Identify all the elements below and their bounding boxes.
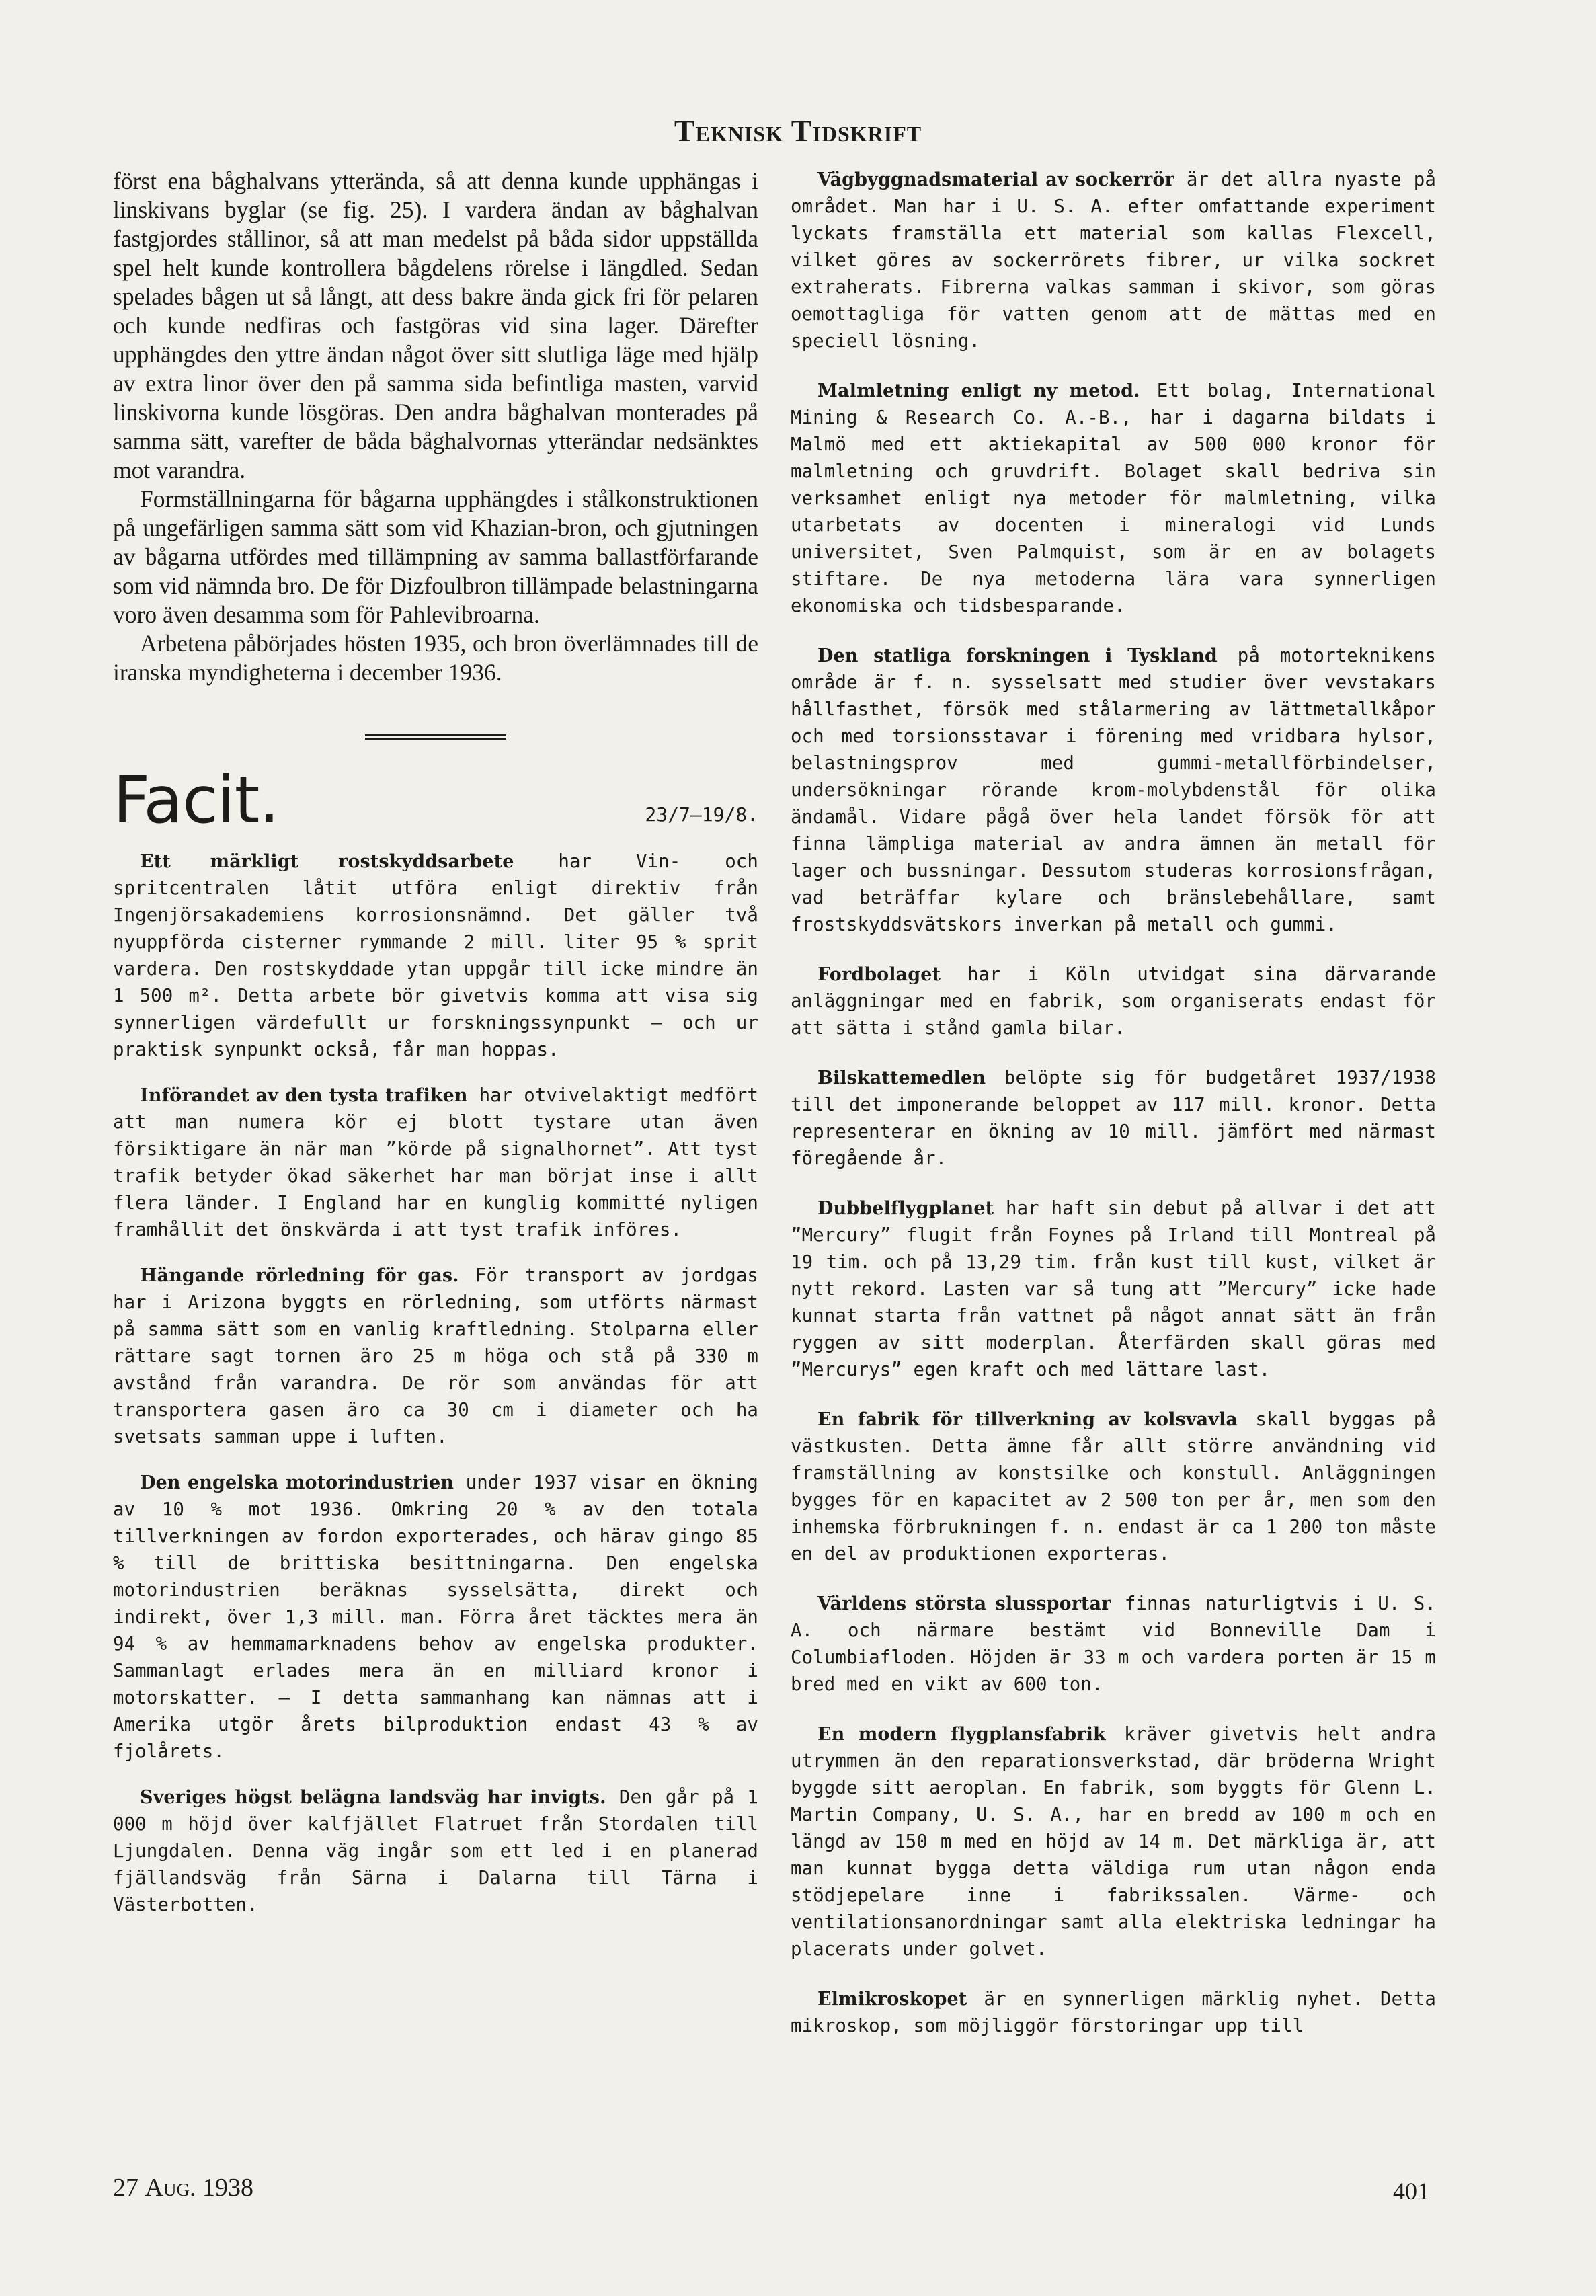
note-heading: Bilskattemedlen xyxy=(817,1068,986,1088)
issue-date xyxy=(113,2173,253,2203)
news-note xyxy=(791,167,1436,355)
facit-heading xyxy=(113,762,758,838)
section-divider xyxy=(365,734,506,740)
note-heading: Malmletning enligt ny metod. xyxy=(817,381,1140,401)
news-note xyxy=(113,848,758,1064)
note-heading: En fabrik för tillverkning av kolsvavla xyxy=(817,1409,1238,1430)
note-heading: Fordbolaget xyxy=(817,964,941,985)
news-note xyxy=(791,1195,1436,1384)
note-heading: Elmikroskopet xyxy=(817,1989,967,2010)
news-note xyxy=(113,1784,758,1919)
note-heading: En modern flygplansfabrik xyxy=(817,1724,1106,1745)
note-heading: Vägbyggnadsmaterial av sockerrör xyxy=(817,169,1174,190)
issue-year: 1938 xyxy=(202,2174,253,2202)
note-heading: Sveriges högst belägna landsväg har invigts. xyxy=(140,1787,606,1808)
note-body: är det allra nyaste på området. Man har i U. S. A. efter omfattande experiment lyckats framställa ett material som kallas Flexcell, vilket göres av sockerrörets fibrer, ur vilka sockret extraherats. Fibrerna valkas samman i skivor, som göras oemottagliga för vatten genom att de mättas med en speciell lösning. xyxy=(791,169,1436,352)
note-body: på motorteknikens område är f. n. sysselsatt med studier över vevstakars hållfasthet, försök med stålarmering av lättmetallkåpor och med torsionsstavar i förening med vridbara hylsor, belastningsprov med gummi-metallförbindelser, undersökningar rörande krom-molybdenstål för olika ändamål. Vidare pågå över hela landet försök för att finna lämpliga material av andra ämnen än metall för lager och bussningar. Dessutom studeras korrosionsfrågan, vad beträffar kylare och bränslebehållare, samt frostskyddsvätskors inverkan på metall och gummi. xyxy=(791,645,1436,935)
note-heading: Den statliga forskningen i Tyskland xyxy=(817,645,1218,666)
issue-month: Aug. xyxy=(145,2174,196,2202)
article-paragraph: Formställningarna för bågarna upphängdes i stålkonstruktionen på ungefärligen samma sätt som vid Khazian-bron, och gjutningen av bågarna utfördes med tillämpning av samma ballastförfarande som vid nämnda bro. De för Dizfoulbron tillämpade belastningarna voro även desamma som för Pahlevibroarna. xyxy=(113,485,758,628)
right-column xyxy=(791,167,1436,2063)
article-paragraph: Arbetena påbörjades hösten 1935, och bron överlämnades till de iranska myndigheterna i december 1936. xyxy=(113,630,758,686)
note-body: Den går på 1 000 m höjd över kalfjället Flatruet från Stordalen till Ljungdalen. Denna väg ingår som ett led i en planerad fjällandsväg från Särna i Dalarna till Tärna i Västerbotten. xyxy=(113,1787,758,1915)
note-body: För transport av jordgas har i Arizona byggts en rörledning, som utförts närmast på samma sätt som en vanlig kraftledning. Stolparna eller rättare sagt tornen äro 25 m höga och stå på 330 m avstånd från varandra. De rör som användas för att transportera gasen äro ca 30 cm i diameter och ha svetsats samman uppe i luften. xyxy=(113,1265,758,1448)
news-note xyxy=(791,1721,1436,1963)
left-column xyxy=(113,167,758,1938)
note-body: finnas naturligtvis i U. S. A. och närmare bestämt vid Bonneville Dam i Columbiafloden. Höjden är 33 m och vardera porten är 15 m bred med en vikt av 600 ton. xyxy=(791,1593,1436,1695)
note-heading: Den engelska motorindustrien xyxy=(140,1472,454,1493)
news-note xyxy=(791,1591,1436,1698)
note-heading: Hängande rörledning för gas. xyxy=(140,1265,459,1286)
note-body: har otvivelaktigt medfört att man numera kör ej blott tystare utan även försiktigare än när man ”körde på signalhornet”. Att tyst trafik betyder ökad säkerhet har man börjat inse i allt flera länder. I England har en kunglig kommitté nyligen framhållit det önskvärda i att tyst trafik införes. xyxy=(113,1085,758,1240)
note-body: har Vin- och spritcentralen låtit utföra enligt direktiv från Ingenjörsakademiens korrosionsnämnd. Det gäller två nyuppförda cisterner rymmande 2 mill. liter 95 % sprit vardera. Den rostskyddade ytan uppgår till icke mindre än 1 500 m². Detta arbete bör givetvis komma att visa sig synnerligen värdefullt ur forskningssynpunkt — och ur praktisk synpunkt också, får man hoppas. xyxy=(113,851,758,1060)
note-body: har haft sin debut på allvar i det att ”Mercury” flugit från Foynes på Irland till Montreal på 19 tim. och på 13,29 tim. från kust till kust, vilket är nytt rekord. Lasten var så tung att ”Mercury” icke hade kunnat starta från vattnet på något annat sätt än från ryggen av sitt moderplan. Återfärden skall göras med ”Mercurys” egen kraft och med lättare last. xyxy=(791,1198,1436,1380)
news-note xyxy=(791,1407,1436,1568)
note-heading: Införandet av den tysta trafiken xyxy=(140,1085,468,1106)
news-note xyxy=(791,961,1436,1042)
news-note xyxy=(791,1065,1436,1173)
note-heading: Världens största slussportar xyxy=(817,1593,1111,1614)
note-body: belöpte sig för budgetåret 1937/1938 till det imponerande beloppet av 117 mill. kronor. Detta representerar en ökning av 10 mill. jämfört med närmast föregående år. xyxy=(791,1068,1436,1169)
note-body: Ett bolag, International Mining & Research Co. A.-B., har i dagarna bildats i Malmö med ett aktiekapital av 500 000 kronor för malmletning och gruvdrift. Bolaget skall bedriva sin verksamhet enligt nya metoder för malmletning, vilka utarbetats av docenten i mineralogi vid Lunds universitet, Sven Palmquist, som är en av bolagets stiftare. De nya metoderna lära vara synnerligen ekonomiska och tidsbesparande. xyxy=(791,381,1436,617)
note-body: är en synnerligen märklig nyhet. Detta mikroskop, som möjliggör förstoringar upp till xyxy=(791,1989,1436,2036)
news-note xyxy=(113,1470,758,1766)
note-body: har i Köln utvidgat sina därvarande anläggningar med en fabrik, som organiserats endast för att sätta i stånd gamla bilar. xyxy=(791,964,1436,1039)
facit-title: Facit. xyxy=(113,762,279,838)
journal-masthead: Teknisk Tidskrift xyxy=(674,114,922,148)
issue-day: 27 xyxy=(113,2174,138,2202)
news-note xyxy=(791,378,1436,620)
note-body: under 1937 visar en ökning av 10 % mot 1936. Omkring 20 % av den totala tillverkningen av fordon exporterades, och härav gingo 85 % till de brittiska besittningarna. Den engelska motorindustrien beräknas sysselsätta, direkt och indirekt, över 1,3 mill. man. Förra året täcktes mera än 94 % av hemmamarknadens behov av engelska produkter. Sammanlagt erlades mera än en milliard kronor i motorskatter. — I detta sammanhang kan nämnas att i Amerika utgör årets bilproduktion endast 43 % av fjolårets. xyxy=(113,1472,758,1762)
news-note xyxy=(791,643,1436,939)
page-number: 401 xyxy=(1393,2178,1429,2205)
news-note xyxy=(113,1082,758,1244)
news-note xyxy=(791,1986,1436,2040)
news-note xyxy=(113,1263,758,1451)
facit-date-range: 23/7—19/8. xyxy=(645,803,758,826)
note-body: skall byggas på västkusten. Detta ämne får allt större användning vid framställning av konstsilke och konstull. Anläggningen bygges för en kapacitet av 2 500 ton per år, men som den inhemska förbrukningen f. n. endast är ca 1 200 ton måste en del av produktionen exporteras. xyxy=(791,1409,1436,1565)
note-body: kräver givetvis helt andra utrymmen än den reparationsverkstad, där bröderna Wright byggde sitt aeroplan. En fabrik, som byggts för Glenn L. Martin Company, U. S. A., har en bredd av 100 m och en längd av 150 m med en höjd av 14 m. Det märkliga är, att man kunnat bygga detta väldiga rum utan någon enda stödjepelare inne i fabrikssalen. Värme- och ventilationsanordningar samt alla elektriska ledningar ha placerats under golvet. xyxy=(791,1724,1436,1960)
note-heading: Ett märkligt rostskyddsarbete xyxy=(140,851,514,872)
note-heading: Dubbelflygplanet xyxy=(817,1198,994,1219)
article-paragraph: först ena båghalvans ytterända, så att denna kunde upphängas i linskivans byglar (se fig. 25). I vardera ändan av båghalvan fastgjordes stållinor, så att man medelst på båda sidor uppställda spel helt kunde kontrollera bågdelens rörelse i längdled. Sedan spelades bågen ut så långt, att dess bakre ända gick fri för pelaren och kunde nedfiras och fastgöras vid sina lager. Därefter upphängdes den yttre ändan något över sitt slutliga läge med hjälp av extra linor över den på samma sida befintliga masten, varvid linskivorna kunde lösgöras. Den andra båghalvan monterades på samma sätt, varefter de båda båghalvornas ytterändar nedsänktes mot varandra. xyxy=(113,167,758,483)
